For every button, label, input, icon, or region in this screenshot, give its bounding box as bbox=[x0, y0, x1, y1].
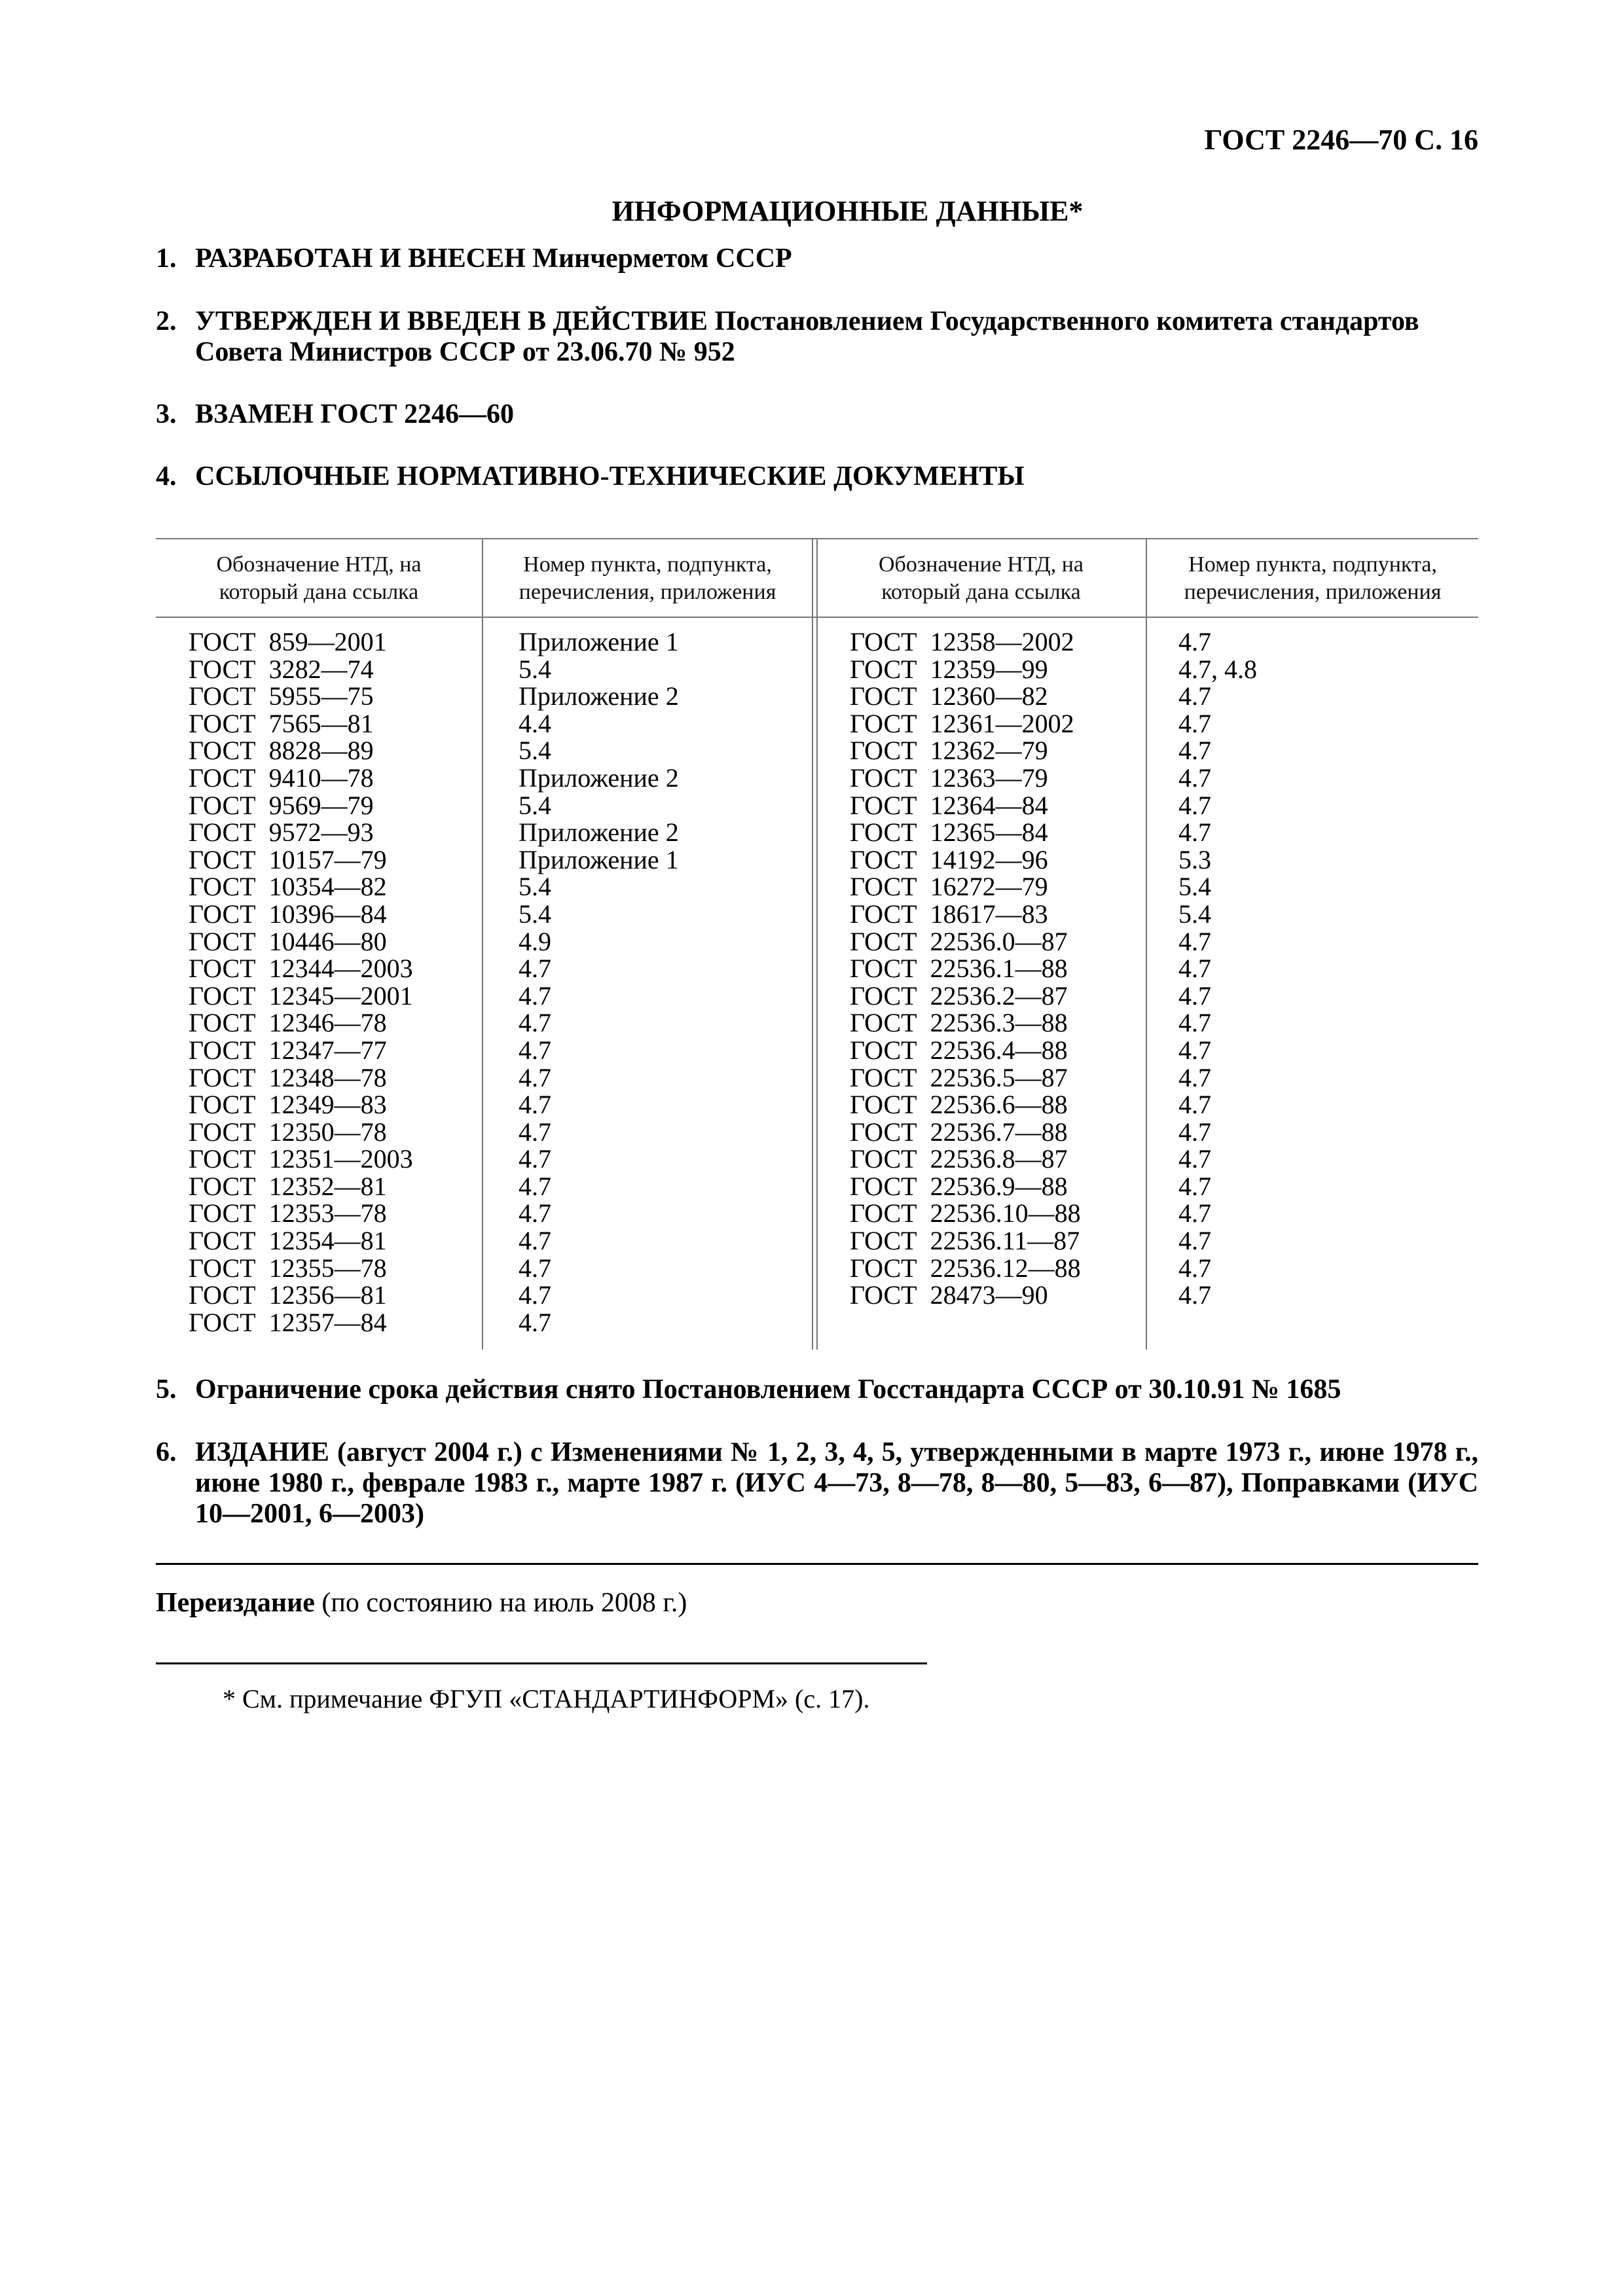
item-5 bbox=[156, 1374, 1478, 1405]
table-cell-document: ГОСТ 12351—2003 bbox=[189, 1144, 413, 1174]
table-cell-reference: 4.7 bbox=[1178, 1280, 1211, 1310]
table-cell-document: ГОСТ 12360—82 bbox=[850, 681, 1048, 711]
table-cell-reference: 4.7 bbox=[1178, 736, 1211, 766]
table-cell-document: ГОСТ 9572—93 bbox=[189, 817, 374, 848]
table-cell-document: ГОСТ 22536.11—87 bbox=[850, 1226, 1080, 1256]
item-text-continued: Совета Министров СССР от 23.06.70 № 952 bbox=[195, 337, 735, 367]
table-cell-document: ГОСТ 18617—83 bbox=[850, 899, 1048, 929]
table-cell-reference: 4.7 bbox=[1178, 681, 1211, 711]
table-cell-document: ГОСТ 7565—81 bbox=[189, 708, 374, 738]
table-cell-document: ГОСТ 12357—84 bbox=[189, 1307, 387, 1337]
table-cell-reference: 4.7 bbox=[519, 1280, 551, 1310]
table-cell-reference: 5.4 bbox=[1178, 899, 1211, 929]
table-cell-document: ГОСТ 12363—79 bbox=[850, 762, 1048, 793]
table-cell-document: ГОСТ 12354—81 bbox=[189, 1226, 387, 1256]
table-cell-reference: 5.3 bbox=[1178, 844, 1211, 874]
table-cell-document: ГОСТ 22536.2—87 bbox=[850, 980, 1068, 1011]
table-cell-reference: 4.7 bbox=[519, 1035, 551, 1065]
table-cell-reference: 4.7 bbox=[519, 1253, 551, 1283]
document-title: ИНФОРМАЦИОННЫЕ ДАННЫЕ* bbox=[611, 195, 1084, 227]
table-cell-reference: 5.4 bbox=[519, 899, 551, 929]
table-cell-document: ГОСТ 22536.4—88 bbox=[850, 1035, 1068, 1065]
table-cell-reference: 4.7 bbox=[1178, 926, 1211, 956]
table-cell-reference: 4.7 bbox=[1178, 1062, 1211, 1092]
table-cell-document: ГОСТ 22536.10—88 bbox=[850, 1198, 1081, 1229]
table-cell-reference: 4.7 bbox=[519, 980, 551, 1011]
table-cell-reference: 4.7 bbox=[519, 954, 551, 984]
table-cell-reference: Приложение 1 bbox=[519, 844, 679, 874]
table-cell-reference: 4.7 bbox=[1178, 817, 1211, 848]
table-cell-document: ГОСТ 22536.0—87 bbox=[850, 926, 1068, 956]
table-cell-document: ГОСТ 28473—90 bbox=[850, 1280, 1048, 1310]
table-cell-document: ГОСТ 22536.8—87 bbox=[850, 1144, 1068, 1174]
table-cell-reference: 4.7, 4.8 bbox=[1178, 654, 1257, 684]
item-number: 1. bbox=[156, 243, 177, 274]
item-number: 2. bbox=[156, 306, 177, 336]
table-cell-document: ГОСТ 10354—82 bbox=[189, 872, 387, 902]
table-cell-reference: Приложение 1 bbox=[519, 627, 679, 656]
table-cell-document: ГОСТ 12355—78 bbox=[189, 1253, 387, 1283]
item-heading: ВЗАМЕН ГОСТ 2246—60 bbox=[195, 399, 515, 429]
table-cell-reference: 5.4 bbox=[519, 654, 551, 684]
table-cell-reference: 4.7 bbox=[519, 1144, 551, 1174]
table-cell-document: ГОСТ 12347—77 bbox=[189, 1035, 387, 1065]
item-4 bbox=[156, 461, 1478, 492]
item-number: 5. bbox=[156, 1374, 177, 1405]
table-cell-document: ГОСТ 12349—83 bbox=[189, 1090, 387, 1120]
table-cell-document: ГОСТ 12350—78 bbox=[189, 1117, 387, 1147]
table-cell-document: ГОСТ 12346—78 bbox=[189, 1008, 387, 1038]
item-3 bbox=[156, 399, 1478, 430]
table-cell-reference: 4.7 bbox=[1178, 980, 1211, 1011]
table-cell-reference: Приложение 2 bbox=[519, 681, 679, 711]
table-cell-reference: 4.7 bbox=[519, 1171, 551, 1201]
item-heading: РАЗРАБОТАН И ВНЕСЕН bbox=[195, 243, 526, 274]
table-cell-document: ГОСТ 12344—2003 bbox=[189, 954, 413, 984]
item-text: (август 2004 г.) с Изменениями № 1, 2, 3, 4, 5, утвержденными в марте 1973 г., июне 1978 г., июне 1980 г., феврале 1983 г., марте 1987 г. (ИУС 4—73, 8—78, 8—80, 5—83, 6—87), Поправками (ИУС 10—2001, 6—2003) bbox=[195, 1437, 1479, 1529]
item-text: Ограничение срока действия снято Постановлением Госстандарта СССР от 30.10.91 № 1685 bbox=[195, 1374, 1341, 1405]
item-text: Постановлением Государственного комитета стандартов bbox=[714, 306, 1419, 336]
table-cell-document: ГОСТ 8828—89 bbox=[189, 736, 374, 766]
table-cell-reference: 5.4 bbox=[519, 872, 551, 902]
column-right-references bbox=[1178, 628, 1257, 1309]
table-cell-document: ГОСТ 9569—79 bbox=[189, 790, 374, 820]
item-1 bbox=[156, 243, 1478, 274]
footnote-divider bbox=[156, 1662, 927, 1664]
table-cell-document: ГОСТ 12345—2001 bbox=[189, 980, 413, 1011]
table-cell-document: ГОСТ 22536.6—88 bbox=[850, 1090, 1068, 1120]
reissue-note bbox=[156, 1587, 687, 1619]
table-cell-document: ГОСТ 22536.9—88 bbox=[850, 1171, 1068, 1201]
table-cell-document: ГОСТ 22536.3—88 bbox=[850, 1008, 1068, 1038]
item-number: 3. bbox=[156, 399, 177, 429]
item-heading: ИЗДАНИЕ bbox=[195, 1437, 329, 1467]
column-left-references bbox=[519, 628, 679, 1336]
item-2 bbox=[156, 306, 1478, 368]
table-cell-document: ГОСТ 3282—74 bbox=[189, 654, 374, 684]
item-heading: ССЫЛОЧНЫЕ НОРМАТИВНО-ТЕХНИЧЕСКИЕ ДОКУМЕНТЫ bbox=[195, 461, 1025, 492]
table-cell-document: ГОСТ 12358—2002 bbox=[850, 627, 1074, 656]
column-left-documents bbox=[189, 628, 413, 1336]
table-cell-document: ГОСТ 5955—75 bbox=[189, 681, 374, 711]
column-divider bbox=[1146, 538, 1147, 1350]
reissue-text: (по состоянию на июль 2008 г.) bbox=[314, 1588, 687, 1618]
page-header: ГОСТ 2246—70 С. 16 bbox=[1204, 124, 1478, 156]
table-cell-document: ГОСТ 10446—80 bbox=[189, 926, 387, 956]
item-text: Минчерметом СССР bbox=[532, 243, 792, 274]
table-cell-reference: 4.7 bbox=[519, 1008, 551, 1038]
table-cell-reference: 4.7 bbox=[519, 1062, 551, 1092]
table-cell-reference: 4.7 bbox=[519, 1117, 551, 1147]
table-cell-document: ГОСТ 12365—84 bbox=[850, 817, 1048, 848]
table-cell-document: ГОСТ 12353—78 bbox=[189, 1198, 387, 1229]
table-cell-reference: 4.7 bbox=[1178, 1226, 1211, 1256]
table-cell-reference: 4.7 bbox=[519, 1090, 551, 1120]
item-number: 4. bbox=[156, 461, 177, 492]
section-divider bbox=[156, 1563, 1478, 1565]
item-heading: УТВЕРЖДЕН И ВВЕДЕН В ДЕЙСТВИЕ bbox=[195, 306, 708, 336]
table-cell-reference: 4.7 bbox=[1178, 1117, 1211, 1147]
table-cell-reference: 4.7 bbox=[1178, 790, 1211, 820]
table-cell-document: ГОСТ 10396—84 bbox=[189, 899, 387, 929]
table-cell-document: ГОСТ 22536.7—88 bbox=[850, 1117, 1068, 1147]
table-cell-document: ГОСТ 12356—81 bbox=[189, 1280, 387, 1310]
table-header-cell: Обозначение НТД, на который дана ссылка bbox=[216, 552, 422, 604]
table-cell-reference: 4.7 bbox=[519, 1198, 551, 1229]
table-cell-document: ГОСТ 14192—96 bbox=[850, 844, 1048, 874]
item-6 bbox=[156, 1437, 1478, 1530]
table-header-cell: Номер пункта, подпункта, перечисления, приложения bbox=[1184, 552, 1442, 604]
table-cell-reference: 4.9 bbox=[519, 926, 551, 956]
table-cell-reference: 5.4 bbox=[519, 790, 551, 820]
table-cell-document: ГОСТ 9410—78 bbox=[189, 762, 374, 793]
table-cell-document: ГОСТ 12359—99 bbox=[850, 654, 1048, 684]
table-cell-document: ГОСТ 12364—84 bbox=[850, 790, 1048, 820]
table-cell-reference: 4.7 bbox=[1178, 1035, 1211, 1065]
table-cell-reference: 4.7 bbox=[519, 1307, 551, 1337]
table-cell-reference: 4.7 bbox=[1178, 1144, 1211, 1174]
table-cell-reference: 4.7 bbox=[1178, 762, 1211, 793]
table-cell-reference: 5.4 bbox=[519, 736, 551, 766]
table-cell-reference: 4.7 bbox=[1178, 1198, 1211, 1229]
item-number: 6. bbox=[156, 1437, 177, 1467]
table-cell-document: ГОСТ 12352—81 bbox=[189, 1171, 387, 1201]
reissue-label: Переиздание bbox=[156, 1588, 315, 1618]
table-header-cell: Номер пункта, подпункта, перечисления, приложения bbox=[519, 552, 776, 604]
table-cell-reference: 4.7 bbox=[1178, 1171, 1211, 1201]
table-cell-document: ГОСТ 22536.5—87 bbox=[850, 1062, 1068, 1092]
table-cell-reference: 4.7 bbox=[1178, 1090, 1211, 1120]
column-divider-double bbox=[812, 538, 818, 1350]
footnote: * См. примечание ФГУП «СТАНДАРТИНФОРМ» (с. 17). bbox=[223, 1684, 870, 1713]
table-cell-document: ГОСТ 10157—79 bbox=[189, 844, 387, 874]
table-cell-reference: 4.7 bbox=[1178, 954, 1211, 984]
table-cell-document: ГОСТ 16272—79 bbox=[850, 872, 1048, 902]
table-header-cell: Обозначение НТД, на который дана ссылка bbox=[878, 552, 1084, 604]
table-cell-document: ГОСТ 22536.12—88 bbox=[850, 1253, 1081, 1283]
table-cell-reference: 5.4 bbox=[1178, 872, 1211, 902]
table-cell-reference: 4.7 bbox=[1178, 708, 1211, 738]
table-cell-reference: 4.4 bbox=[519, 708, 551, 738]
table-cell-document: ГОСТ 12361—2002 bbox=[850, 708, 1074, 738]
table-cell-reference: 4.7 bbox=[1178, 1253, 1211, 1283]
column-right-documents bbox=[850, 628, 1081, 1309]
table-cell-reference: Приложение 2 bbox=[519, 817, 679, 848]
table-cell-reference: 4.7 bbox=[1178, 627, 1211, 656]
table-cell-document: ГОСТ 859—2001 bbox=[189, 627, 387, 656]
table-cell-reference: Приложение 2 bbox=[519, 762, 679, 793]
table-cell-document: ГОСТ 12362—79 bbox=[850, 736, 1048, 766]
reference-table bbox=[156, 538, 1478, 1350]
table-cell-reference: 4.7 bbox=[1178, 1008, 1211, 1038]
table-cell-document: ГОСТ 22536.1—88 bbox=[850, 954, 1068, 984]
table-cell-document: ГОСТ 12348—78 bbox=[189, 1062, 387, 1092]
table-cell-reference: 4.7 bbox=[519, 1226, 551, 1256]
column-divider bbox=[482, 538, 483, 1350]
